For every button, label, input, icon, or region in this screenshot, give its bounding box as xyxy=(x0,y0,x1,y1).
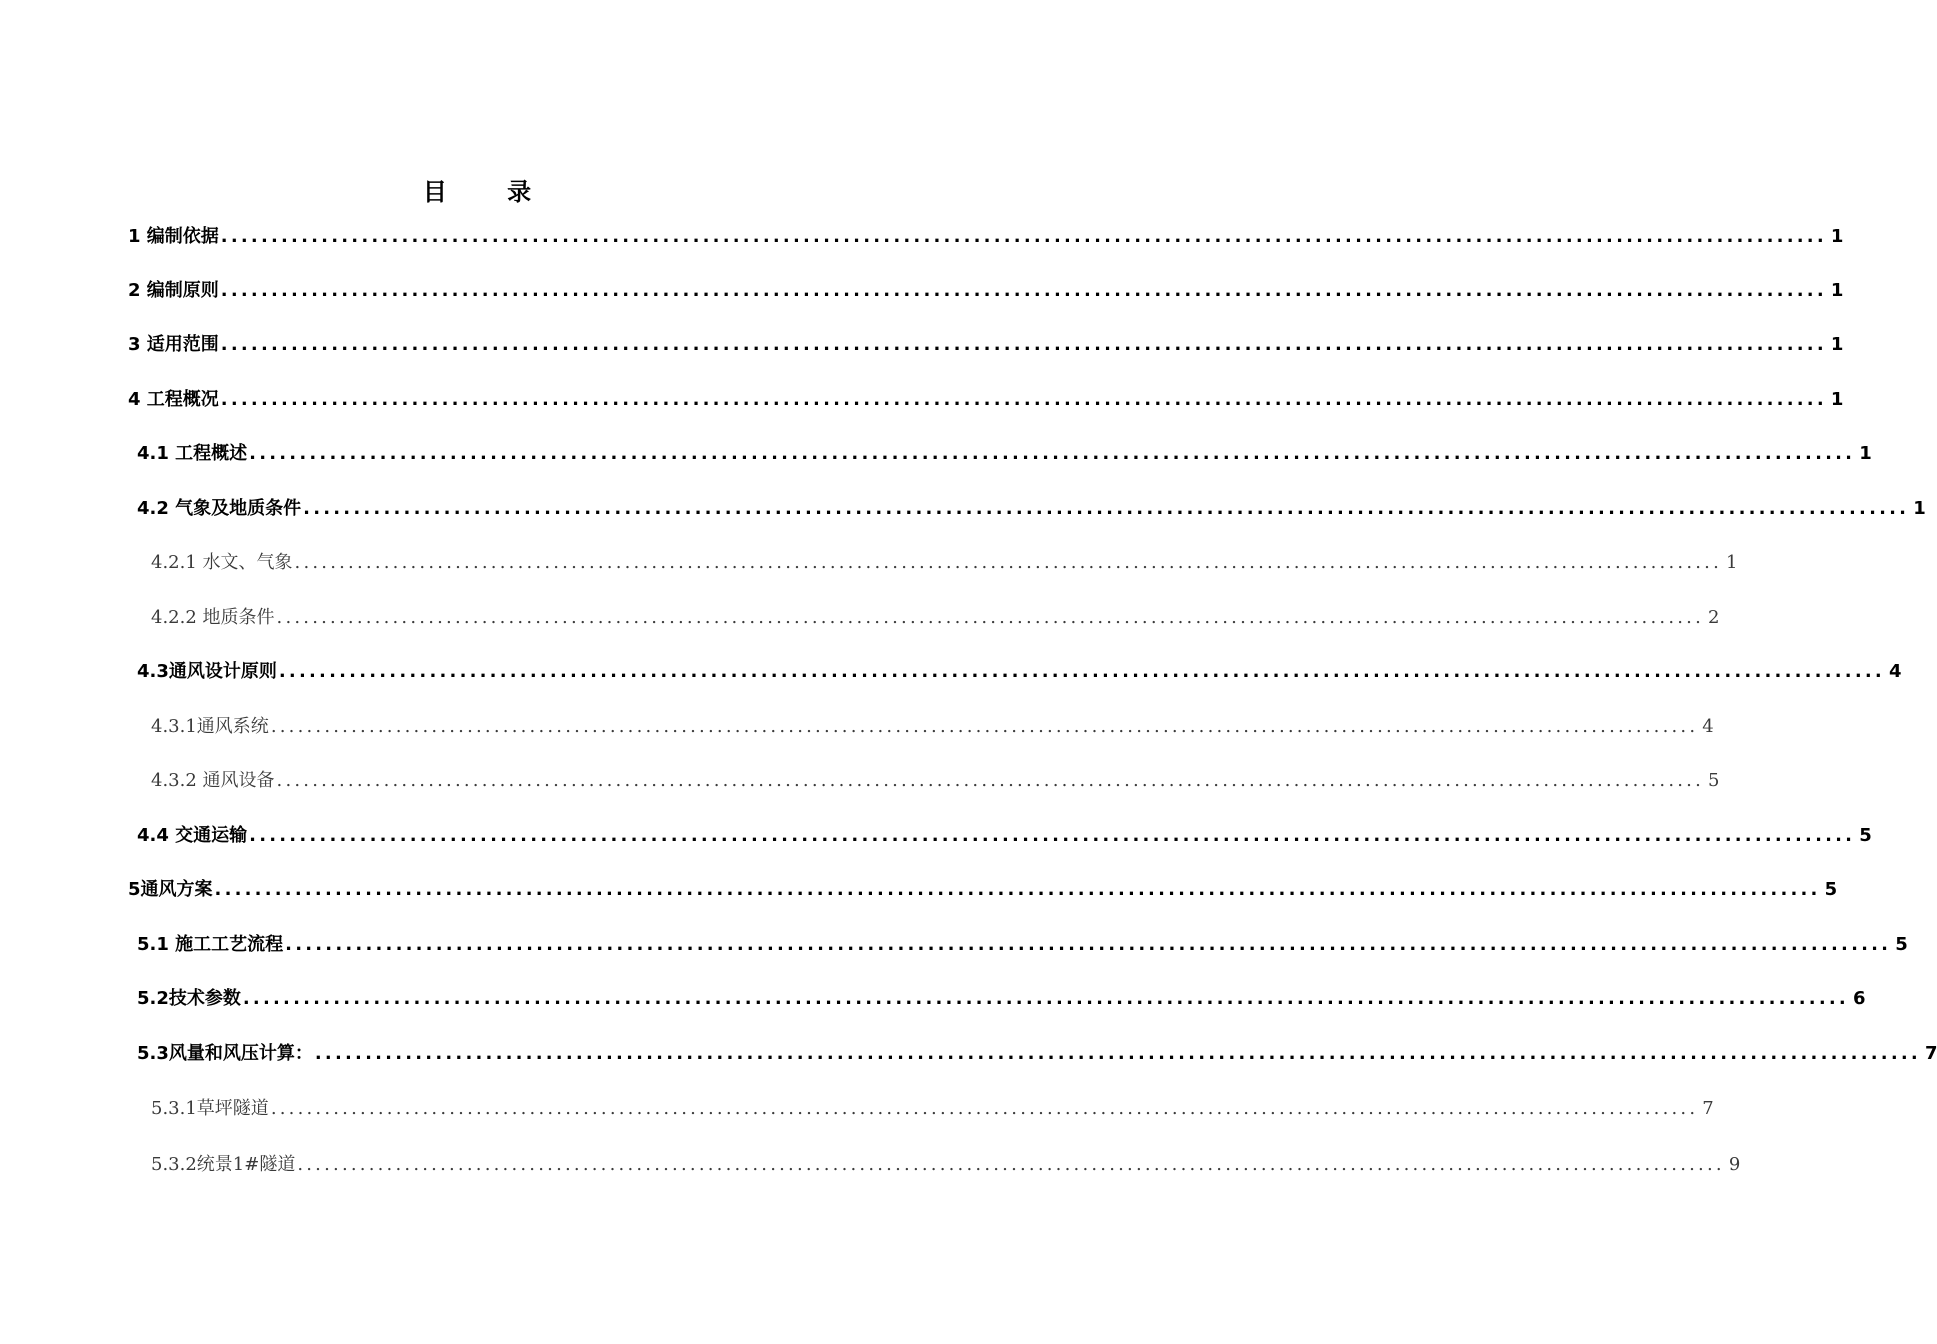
toc-leader-dots: ................................................................................................................................................................ xyxy=(276,607,1704,628)
toc-entry-label: 4.2.2 地质条件 xyxy=(151,607,275,628)
toc-entry-label: 5.1 施工工艺流程 xyxy=(137,934,284,955)
toc-entry[interactable] xyxy=(151,766,1720,796)
toc-entry-label: 4 工程概况 xyxy=(128,389,219,410)
toc-leader-dots: ................................................................................................................................................................ xyxy=(278,661,1885,682)
toc-entry[interactable] xyxy=(151,603,1720,633)
toc-entry-label: 3 适用范围 xyxy=(128,334,219,355)
toc-entry[interactable] xyxy=(137,494,1926,524)
toc-leader-dots: ................................................................................................................................................................ xyxy=(314,1043,1921,1064)
toc-leader-dots: ................................................................................................................................................................ xyxy=(220,226,1827,247)
toc-leader-dots: ................................................................................................................................................................ xyxy=(220,389,1827,410)
toc-leader-dots: ................................................................................................................................................................ xyxy=(285,934,1892,955)
toc-entry-label: 5.3风量和风压计算： xyxy=(137,1043,313,1064)
toc-entry-page: 4 xyxy=(1888,661,1902,682)
toc-entry-page: 5 xyxy=(1708,770,1720,791)
toc-entry[interactable] xyxy=(128,330,1844,360)
toc-leader-dots: ................................................................................................................................................................ xyxy=(249,443,1856,464)
toc-entry[interactable] xyxy=(128,385,1844,415)
toc-leader-dots: ................................................................................................................................................................ xyxy=(214,879,1821,900)
toc-leader-dots: ................................................................................................................................................................ xyxy=(276,770,1704,791)
toc-leader-dots: ................................................................................................................................................................ xyxy=(303,498,1910,519)
toc-entry[interactable] xyxy=(128,276,1844,306)
toc-entry[interactable] xyxy=(151,1150,1741,1180)
toc-entry-label: 4.3.1通风系统 xyxy=(151,716,269,737)
toc-entry[interactable] xyxy=(128,222,1844,252)
toc-entry-label: 4.3.2 通风设备 xyxy=(151,770,275,791)
toc-leader-dots: ................................................................................................................................................................ xyxy=(220,334,1827,355)
toc-entry-label: 1 编制依据 xyxy=(128,226,219,247)
toc-entry-page: 5 xyxy=(1859,825,1872,846)
toc-entry-page: 5 xyxy=(1824,879,1838,900)
toc-entry-label: 2 编制原则 xyxy=(128,280,219,301)
toc-entry-page: 9 xyxy=(1728,1154,1741,1175)
toc-entry-page: 6 xyxy=(1852,988,1866,1009)
toc-leader-dots: ................................................................................................................................................................ xyxy=(249,825,1856,846)
toc-leader-dots: ................................................................................................................................................................ xyxy=(270,716,1699,737)
toc-entry-label: 4.1 工程概述 xyxy=(137,443,248,464)
toc-entry-page: 1 xyxy=(1830,334,1844,355)
toc-entry[interactable] xyxy=(151,712,1714,742)
toc-entry[interactable] xyxy=(137,439,1872,469)
toc-entry[interactable] xyxy=(137,1039,1937,1069)
toc-entry-label: 4.4 交通运输 xyxy=(137,825,248,846)
toc-title: 目 录 xyxy=(422,177,558,206)
toc-entry-page: 1 xyxy=(1726,552,1738,573)
toc-entry-page: 1 xyxy=(1913,498,1926,519)
toc-entry[interactable] xyxy=(137,657,1902,687)
toc-entry-label: 4.2 气象及地质条件 xyxy=(137,498,302,519)
toc-entry-label: 5.2技术参数 xyxy=(137,988,241,1009)
toc-entry-page: 1 xyxy=(1830,226,1844,247)
toc-entry-page: 2 xyxy=(1708,607,1720,628)
toc-leader-dots: ................................................................................................................................................................ xyxy=(270,1098,1699,1119)
toc-leader-dots: ................................................................................................................................................................ xyxy=(294,552,1722,573)
toc-entry[interactable] xyxy=(151,548,1738,578)
toc-entry-page: 7 xyxy=(1924,1043,1937,1064)
toc-leader-dots: ................................................................................................................................................................ xyxy=(242,988,1849,1009)
toc-entry[interactable] xyxy=(137,821,1872,851)
toc-entry-page: 1 xyxy=(1859,443,1872,464)
toc-leader-dots: ................................................................................................................................................................ xyxy=(297,1154,1725,1175)
toc-entry[interactable] xyxy=(137,930,1908,960)
toc-entry[interactable] xyxy=(151,1094,1714,1124)
toc-entry-page: 1 xyxy=(1830,389,1844,410)
toc-entry-label: 5通风方案 xyxy=(128,879,213,900)
toc-entry[interactable] xyxy=(128,875,1838,905)
toc-entry-label: 5.3.1草坪隧道 xyxy=(151,1098,269,1119)
toc-entry-label: 5.3.2统景1#隧道 xyxy=(151,1154,296,1175)
toc-leader-dots: ................................................................................................................................................................ xyxy=(220,280,1827,301)
toc-entry-page: 7 xyxy=(1702,1098,1714,1119)
toc-entry-label: 4.2.1 水文、气象 xyxy=(151,552,293,573)
toc-entry-page: 5 xyxy=(1895,934,1908,955)
toc-entry[interactable] xyxy=(137,984,1866,1014)
toc-entry-label: 4.3通风设计原则 xyxy=(137,661,277,682)
toc-entry-page: 1 xyxy=(1830,280,1844,301)
toc-entry-page: 4 xyxy=(1702,716,1714,737)
